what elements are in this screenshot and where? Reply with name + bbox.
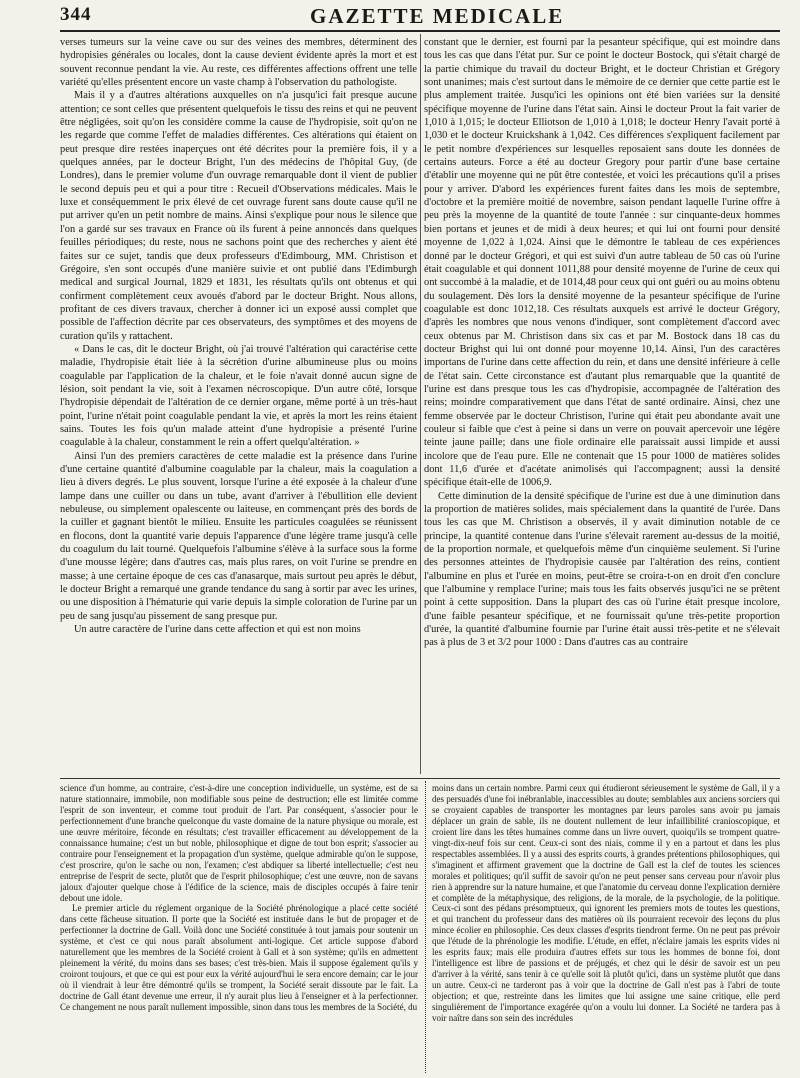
column-divider — [420, 34, 421, 774]
feuilleton-column-right — [432, 783, 780, 1073]
paragraph: constant que le dernier, est fourni par la pesanteur spécifique, qui est moindre dans tous les cas que dans l'état pur. Sur ce point le docteur Bostock, qui s'était chargé de la partie chimique du travail du docteur Bright, et le docteur Christian et Grégory sont unanimes; mais c'est surtout dans le mémoire de ce dernier que cette partie est le plus amplement traitée. Jusqu'ici les opinions ont été bien variées sur la densité spécifique moyenne de l'urine dans l'état sain. Ainsi le docteur Prout la fait varier de 1,010 à 1,015; le docteur Elliotson de 1,010 à 1,018; le docteur Henry l'avait porté à 1,030 et le docteur Kruickshank à 1,042. Ces différences s'expliquent facilement par le petit nombre d'expériences sur lesquelles reposaient sans doute les données de certains auteurs. Force a été au docteur Gregory pour partir d'une base certaine d'établir une moyenne qui ne pût être contestée, et voici les précautions qu'il a prises pour y arriver. D'abord les expériences furent faites dans les mois de septembre, d'octobre et la première moitié de novembre, saison pendant laquelle l'urine offre à peu près la moyenne de la quantité de toute l'année : sur cinquante-deux hommes bien portans et jeunes et de midi à deux heures; et qui lui ont fourni pour densité moyenne de 1,022 à 1,024. Ainsi que le démontre le tableau de ces expériences donné par le docteur Grégori, et qui est suivi d'un autre tableau de 50 cas où l'urine était coagulable et qui donnent 1011,88 pour densité moyenne de l'urine de ceux qui ont succombé à la maladie, et de 1014,48 pour ceux qui ont guéri ou au moins obtenu du soulagement. Dès lors la densité moyenne de la pesanteur spécifique de l'urine coagulable est donc 1012,18. Ces résultats auxquels est arrivé le docteur Grégory, d'après les nombres que nous venons d'indiquer, sont complètement d'accord avec ceux obtenus par M. Christison dans six cas et par M. Bostock dans 18 cas du docteur Brighst qui lui ont donné pour moyenne 10,14. Ainsi, l'un des caractères importans de l'urine dans cette affection du rein, et dans une densité inférieure à celle de l'état sain. Cette circonstance est d'autant plus remarquable que la quantité de l'urine est dans presque tous les cas d'hydropisie, accompagnée de l'altération des reins; moindre comparativement que dans l'état de santé ordinaire. Ainsi, chez une femme observée par le docteur Christison, l'urine qui était peu abondante avait une couleur si faible que c'est à peine si dans un verre on pouvait apercevoir une légère teinte jaune paille; dans une fiole ordinaire elle paraissait aussi limpide et aussi incolore que de l'eau pure. Elle ne contenait que 15 pour 1000 de matières solides dont 11,6 d'urée et d'acétate animolisés qui l'accompagnent; aussi la densité spécifique était-elle de 1006,9. — [424, 37, 780, 489]
page-number: 344 — [60, 4, 92, 25]
feuilleton-rule — [60, 778, 780, 779]
paragraph: science d'un homme, au contraire, c'est-à-dire une conception individuelle, un système, est de sa nature stationnaire, immobile, non modifiable sous peine de destruction; elle est limitée comme l'esprit de son inventeur, et comme tout produit de l'art. Par conséquent, s'associer pour le perfectionnement d'une branche quelconque du vaste domaine de la nature physique ou morale, est une œuvre méritoire, féconde en résultats; c'est travailler efficacement au développement de la connaissance humaine; c'est un but noble, philosophique et digne de tout bon esprit; s'associer au contraire pour l'enseignement et la propagation d'un système, quelque admirable qu'on le suppose, c'est proscrire, qu'on le sache ou non, l'examen; c'est abdiquer sa liberté intellectuelle; c'est neu entreprise de l'esprit de secte, plutôt que de l'esprit philosophique; c'est une œuvre, non de savans jaloux d'ajouter quelque chose à l'édifice de la science, mais de disciples occupés à faire tenir debout une idole. — [60, 783, 418, 903]
column-divider — [425, 781, 426, 1073]
page-header — [60, 4, 780, 30]
paragraph: « Dans le cas, dit le docteur Bright, où j'ai trouvé l'altération qui caractérise cette maladie, l'hydropisie était liée à la sécrétion d'urine albumineuse plus ou moins coagulable par l'application de la chaleur, et le foie n'avait donné aucun signe de lésion, soit pendant la vie, soit à l'examen nécroscopique. D'un autre côté, lorsque l'hydropisie dépendait de l'altération de ce dernier organe, même porté à un très-haut point, l'urine n'était point coagulable pendant la vie, et après la mort les reins étaient sains. Toutes les fois qu'un malade atteint d'une hydropisie a présenté l'urine coagulable à la chaleur, constamment le rein a offert quelqu'altération. » — [60, 343, 417, 449]
paragraph: Un autre caractère de l'urine dans cette affection et qui est non moins — [74, 624, 361, 636]
paragraph: Ainsi l'un des premiers caractères de cette maladie est la présence dans l'urine d'une certaine quantité d'albumine coagulable par la chaleur, mais la coagulation a lieu à divers degrés. Le plus souvent, lorsque l'urine a été exposée à la chaleur d'une lampe dans une cuiller ou dans un tube, avant d'arriver à l'ébullition elle devient nebuleuse, ou simplement opalescente ou laiteuse, en commençant près des bords de la cuiller et gagnant bientôt le milieu. Ensuite les particules coagulées se réunissent en flocons, dont la quantité varie depuis l'apparence d'une légère trame jusqu'à celle du coagulum du lait tourné. Quelquefois l'albumine s'élève à la surface sous la forme d'une mousse légère; dans d'autres cas, mais plus rares, on voit l'urine se prendre en masse; à une certaine époque de ces cas d'anasarque, mais surtout peu après le début, le docteur Bright a remarqué une grande tendance du sang à sortir par avec les urines, ou une disposition à l'hématurie qui varie depuis la simple coloration de l'urine par un peu de sang jusqu'au pissement de sang presque pur. — [60, 450, 417, 622]
paragraph: Le premier article du réglement organique de la Société phrénologique a placé cette société dans cette fâcheuse situation. Il porte que la Société est instituée dans le but de propager et de perfectionner la doctrine de Gall. Voilà donc une Société constituée à tout jamais pour soutenir un système, et c'est ce qui nous paraît absolument anti-logique. Cet article suppose d'abord naturellement que les membres de la Société croient à Gall et à son système; qu'ils en admettent pleinement la vérité, du moins dans ses bases; c'est très-bien. Mais il suppose également qu'ils y croiront toujours, et que ce qui est pour eux la vérité aujourd'hui le sera encore demain; car le jour où il viendrait à leur être démontré qu'ils se trompent, la Société serait dissoute par le fait. La doctrine de Gall étant devenue une erreur, il n'y aurait plus lieu à l'enseigner et à la perfectionner. Ce changement ne nous paraît nullement impossible, sinon dans tous les membres de la Société, du — [60, 903, 418, 1013]
paragraph: verses tumeurs sur la veine cave ou sur des veines des membres, déterminent des hydropisies générales ou locales, dont la cause devient évidente après la mort et est souvent reconnue pendant la vie. Au reste, ces différentes affections offrent une telle variété qu'elles présentent encore un vaste champ à l'observation du pathologiste. — [60, 37, 417, 89]
paragraph: Cette diminution de la densité spécifique de l'urine est due à une diminution dans la proportion de matières solides, mais spécialement dans la quantité de l'urée. Dans tous les cas que M. Christison a observés, il y avait diminution notable de ce principe, la quantité contenue dans l'urine s'élevait rarement au-dessus de la moitié, de la proportion normale, et quelquefois même d'un cinquième seulement. Si l'urine des personnes atteintes de l'hydropisie causée par l'altération des reins, contient l'albumine en plus et l'urée en moins, peut-être se croira-t-on en droit d'en conclure que l'albumine y remplace l'urine; mais tous les faits observés jusqu'ici ne se prêtent point à cette supposition. Dans la plupart des cas où l'urine était presque incolore, d'une faible pesanteur spécifique, et ne fournissait qu'une très-petite proportion d'urée, la quantité d'albumine fournie par l'urine était aussi très-petite et ne s'élevait pas à plus de 3 et 3/2 pour 1000 : Dans d'autres cas au contraire — [424, 490, 780, 649]
journal-title: GAZETTE MEDICALE — [310, 4, 565, 28]
header-rule — [60, 30, 780, 32]
feuilleton-column-left — [60, 783, 418, 1073]
paragraph: moins dans un certain nombre. Parmi ceux qui étudieront sérieusement le système de Gall, il y a des persuadés d'une foi inébranlable, inaccessibles au doute; semblables aux anciens sorciers qui se croyaient capables de transporter les montagnes par leurs paroles sans avoir pu jamais déplacer un grain de sable, ils ne doutent nullement de leur infaillibilité cranioscopique, et croient lire dans les têtes humaines comme dans un livre ouvert, quoiqu'ils se trompent quatre-vingt-dix-neuf fois sur cent. Ceux-ci sont des niais, comme il y en a partout et dans les plus respectables assemblées. Il y a aussi des esprits courts, à grandes prétentions philosophiques, qui s'imaginent et affirment gravement que la doctrine de Gall est la clef de toutes les sciences morales et politiques; qu'il suffit de savoir qu'on ne peut penser sans cerveau pour n'avoir plus rien à apprendre sur la nature humaine, et que l'anatomie du cerveau donne l'explication dernière et complète de la métaphysique, des religions, de la morale, de la psychologie, de la politique. Ceux-ci sont des pédans présomptueux, qui ignorent les premiers mots de toutes les questions, et qui tranchent du professeur dans des matières où ils pourraient recevoir des leçons du plus mince écolier en philosophie. Ces deux classes d'esprits tiendront ferme. On ne peut pas prévoir que l'étude de la phrénologie les modifie. L'étude, en effet, n'éclaire jamais les esprits vides ni les esprits faux; mais elle produira d'autres effets sur tous les hommes de bonne foi, dont l'intelligence est libre de passions et de préjugés, et chez qui le désir de savoir est un peu d'arriver à la vérité, sans tenir à ce qu'elle soit là plutôt qu'ici, dans un système plutôt que dans un autre. Ceux-ci ne tarderont pas à voir que la doctrine de Gall n'est pas à l'abri de toute objection; et que, restreinte dans les limites que lui assigne une saine critique, elle perd singulièrement de l'importance exagérée qu'on a voulu lui donner. La Société ne tardera pas à voir naître dans son sein des incrédules — [432, 783, 780, 1024]
main-column-left — [60, 36, 417, 776]
main-column-right — [424, 36, 780, 776]
paragraph: Mais il y a d'autres altérations auxquelles on n'a jusqu'ici fait presque aucune attention; ce sont celles que présentent quelquefois le tissu des reins et qui ne peuvent être négligées, soit qu'on les considère comme la cause de l'hydropisie, soit qu'on ne les regarde que comme l'effet de maladies différentes. Ces altérations qui étaient on peut presque dire restées inaperçues ont été décrites pour la première fois, il y a quelques années, par le docteur Bright, l'un des médecins de l'hôpital Guy, (de Londres), dans le premier volume d'un ouvrage remarquable dont il vient de publier le second depuis peu et qui a pour titre : Recueil d'Observations médicales. Mais le luxe et conséquemment le prix élevé de cet ouvrage furent sans doute cause qu'il ne put arriver qu'en un petit nombre de mains. Ainsi s'explique pour nous le silence que l'on a gardé sur ses travaux en France où ils furent à peine annoncés dans quelques feuilles périodiques; du reste, nous ne sachons point que des recherches y aient été faites sur ce sujet, tandis que deux professeurs d'Edimbourg, MM. Christison et Grégoire, s'en sont occupés d'une manière suivie et ont publié dans l'Edimburgh medical and surgical Journal, 1829 et 1831, les résultats qu'ils ont obtenus et qui confirment complètement ceux avoués d'abord par le docteur Bright. Nous allons, profitant de ces divers travaux, chercher à donner ici un exposé aussi complet que possible de l'affection décrite par ces observateurs, des symptômes et des moyens de curation qu'ils y rattachent. — [60, 90, 417, 342]
